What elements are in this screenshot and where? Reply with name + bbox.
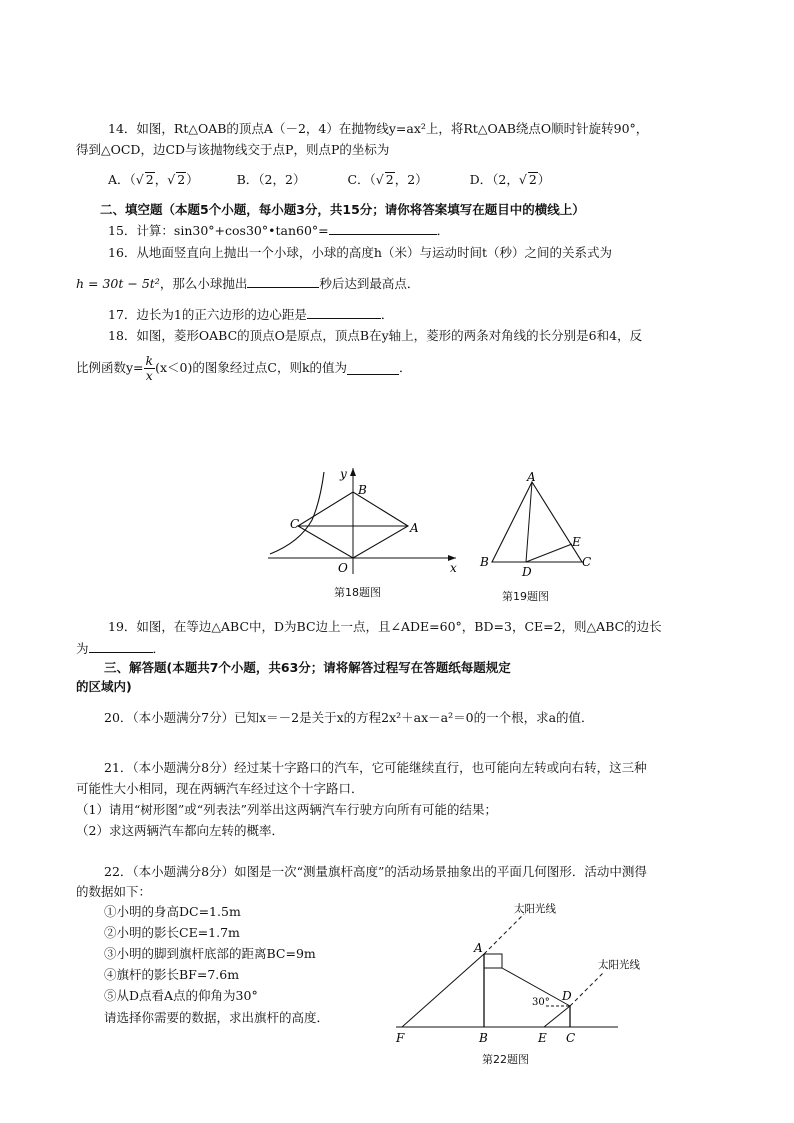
fig22-ray-a-dashed (484, 914, 524, 954)
q16-line2: h = 30t − 5t²，那么小球抛出 秒后达到最高点． (76, 276, 420, 291)
fig18-y-arrow (350, 468, 356, 476)
fig18-hyperbola (270, 472, 324, 554)
q19-line2: 为 ． (76, 641, 166, 656)
fig19-triangle-abc (492, 482, 582, 562)
q18-fraction: $\frac{k}{x}$ (145, 353, 154, 383)
q14-option-d: D．（2，√ 2） (469, 172, 551, 187)
fig22-ray-d-dashed (570, 972, 604, 1006)
q14-option-a-sqrt2: 2 (177, 172, 186, 187)
fig22-sun-label-1: 太阳光线 (514, 903, 556, 915)
figure-19 (476, 470, 596, 580)
q14-line1: 14．如图，Rt△OAB的顶点A（－2，4）在抛物线y=ax²上，将Rt△OAB绕点O顺时针旋转90°， (108, 121, 649, 136)
q22-line1: 22．（本小题满分8分）如图是一次“测量旗杆高度”的活动场景抽象出的平面几何图形．活动中测得 (104, 864, 647, 879)
fig19-label-d: D (522, 565, 532, 579)
fig22-label-d: D (562, 989, 572, 1003)
fig22-ray-af (402, 954, 484, 1027)
q16-line1: 16．从地面竖直向上抛出一个小球，小球的高度h（米）与运动时间t（秒）之间的关系式为 (108, 245, 612, 260)
fig19-segment-de (526, 544, 572, 562)
q18-line2: 比例函数y= $\frac{k}{x}$ (x＜0)的图象经过点C，则k的值为 ． (76, 353, 412, 383)
fig19-segment-ad (526, 482, 532, 562)
q22-item-2: ②小明的影长CE=1.7m (104, 925, 240, 940)
fig19-label-c: C (582, 555, 592, 569)
q22-item-4: ④旗杆的影长BF=7.6m (104, 967, 240, 982)
q17: 17．边长为1的正六边形的边心距是 ． (108, 307, 394, 322)
q22-last: 请选择你需要的数据，求出旗杆的高度． (104, 1010, 330, 1025)
q16-answer-blank (247, 275, 319, 288)
q19-line1: 19．如图，在等边△ABC中，D为BC边上一点，且∠ADE=60°，BD=3，CE=2，则△ABC的边长 (108, 619, 662, 634)
fig19-label-e: E (572, 535, 581, 549)
q21-line4: （2）求这两辆汽车都向左转的概率． (76, 823, 284, 838)
fig18-label-c: C (290, 517, 300, 531)
q22-item-3: ③小明的脚到旗杆底部的距离BC=9m (104, 946, 316, 961)
q14-options (108, 172, 550, 189)
q19-answer-blank (89, 640, 153, 653)
q17-answer-blank (307, 306, 381, 319)
figure-18 (260, 462, 465, 580)
fig22-caption: 第22题图 (482, 1053, 529, 1066)
fig18-label-x: x (450, 561, 457, 575)
q18-line1: 18．如图，菱形OABC的顶点O是原点，顶点B在y轴上，菱形的两条对角线的长分别是6和4，反 (108, 328, 643, 343)
fig22-ray-de (544, 1006, 570, 1027)
q14-option-c: C．（√ 2，2） (347, 172, 428, 187)
fig22-label-a: A (474, 941, 483, 955)
section-3-title-line1: 三、解答题(本题共7个小题，共63分；请将解答过程写在答题纸每题规定 (104, 660, 511, 675)
fig22-flag (484, 954, 502, 968)
figure-22 (390, 898, 640, 1048)
q21-line1: 21．（本小题满分8分）经过某十字路口的汽车，它可能继续直行，也可能向左转或向右转，这三种 (104, 760, 647, 775)
q22-line2: 的数据如下： (76, 884, 152, 899)
q14-option-b: B．（2，2） (236, 172, 306, 187)
q16-formula: h = 30t − 5t² (76, 276, 160, 291)
q21-line3: （1）请用“树形图”或“列表法”列举出这两辆汽车行驶方向所有可能的结果； (76, 802, 498, 817)
q14-line2: 得到△OCD，边CD与该抛物线交于点P，则点P的坐标为 (76, 142, 390, 157)
fig22-label-f: F (396, 1031, 405, 1045)
fig19-label-b: B (480, 555, 489, 569)
q15: 15．计算：sin30°+cos30°•tan60°= ． (108, 223, 450, 238)
q20: 20．（本小题满分7分）已知x＝－2是关于x的方程2x²＋ax－a²＝0的一个根，求a的值． (104, 710, 594, 725)
fig22-label-e: E (538, 1031, 547, 1045)
fig18-label-b: B (358, 483, 367, 497)
q15-answer-blank (329, 222, 437, 235)
q22-item-5: ⑤从D点看A点的仰角为30° (104, 988, 258, 1003)
fig22-sun-label-2: 太阳光线 (598, 959, 640, 971)
q18-answer-blank (347, 362, 399, 375)
fig18-label-o: O (338, 561, 348, 575)
fig22-angle-label: 30° (532, 997, 550, 1008)
q22-item-1: ①小明的身高DC=1.5m (104, 904, 241, 919)
fig19-caption: 第19题图 (502, 590, 549, 603)
fig18-label-a: A (410, 521, 419, 535)
fig22-label-b: B (479, 1031, 488, 1045)
q14-option-a: A．（√ 2，√ 2） (108, 172, 199, 187)
fig19-label-a: A (527, 470, 536, 484)
fig18-caption: 第18题图 (334, 586, 381, 599)
fig18-label-y: y (340, 467, 347, 481)
section-2-title: 二、填空题（本题5个小题，每小题3分，共15分；请你将答案填写在题目中的横线上） (100, 202, 585, 217)
section-3-title-line2: 的区域内) (76, 679, 132, 694)
q21-line2: 可能性大小相同，现在两辆汽车经过这个十字路口． (76, 781, 364, 796)
fig22-label-c: C (566, 1031, 576, 1045)
